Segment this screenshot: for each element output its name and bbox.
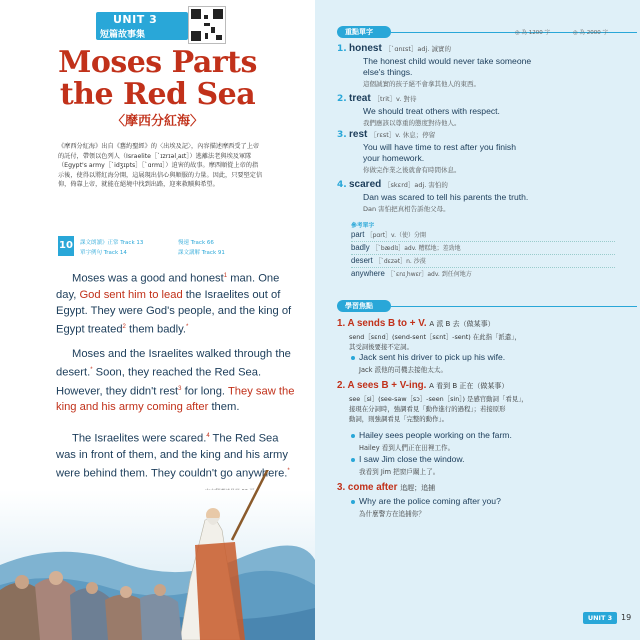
story-subtitle: 〈摩西分紅海〉 [111,114,203,129]
footer-unit-tab: UNIT 3 [583,612,617,624]
grammar-example: Jack sent his driver to pick up his wife. [359,352,506,362]
reference-item: desert ［ˋdɛzət］n. 沙漠 [351,256,426,265]
story-paragraph-3: The Israelites were scared.$^4$ The Red Sea was in front of them, and the king and his army were behind them. They couldn't go anywhere.* [56,432,290,480]
word-count-2000: ◎ 為 2000 字 [573,30,609,36]
vocab-example: You will have time to rest after you finish [363,142,517,152]
track-number: 10 [58,236,74,256]
vocab-word: scared ［skɛrd］adj. 害怕的 [349,179,448,190]
red-sea-illustration [0,470,315,640]
section-label: 短篇故事集 [100,30,146,40]
grammar-point-3: 3. come after 追趕；追捕 [337,482,436,493]
track-link-lecture[interactable]: 課文講解 Track 91 [178,250,225,256]
intro-text: 《摩西分紅海》出自《舊約聖經》的〈出埃及記〉，內容描述摩西受了上帝的託付，帶領以色列人（Israelite［ˋɪzrɪəl͵aɪt］）逃離法老與埃及軍隊（Egypt's army［ˋidʒɪpts］［ˋɑrmɪ］）迫害的故事。摩西順從上帝的指示後，使得以將紅海分開，這展現出信心與順服的力量。因此，只要堅定信仰，倚靠上帝，就能在絕境中找到出路，迎來救贖與希望。 [58,143,263,189]
reference-heading: 參考單字 [351,223,375,229]
bullet-icon [351,356,355,360]
track-link-vocab[interactable]: 單字例句 Track 14 [80,250,127,256]
reference-item: anywhere ［ˋɛnɪ͵hwɛr］adv. 到任何地方 [351,269,472,278]
grammar-heading: 學習焦點 [337,300,637,312]
grammar-example: I saw Jim close the window. [359,454,465,464]
vocab-heading: 重點單字 [337,26,391,38]
reference-item: part ［pɑrt］v.（使）分開 [351,230,427,239]
grammar-example-translation: Hailey 看到人們正在田裡工作。 [359,444,455,452]
vocab-number: 3. [337,130,347,140]
story-title-line-1: Moses Parts [58,45,257,80]
bullet-icon [351,434,355,438]
grammar-example: Hailey sees people working on the farm. [359,430,512,440]
reference-words [351,220,615,278]
track-link-reading[interactable]: 課文朗讀》正常 Track 13 [80,240,144,246]
bullet-icon [351,458,355,462]
vocab-example: Dan was scared to tell his parents the truth. [363,192,529,202]
vocab-number: 4. [337,180,347,190]
vocab-translation: 我們應該以尊重的態度對待他人。 [363,119,461,127]
grammar-example-translation: 我看到 Jim 把窗戶關上了。 [359,468,440,476]
study-column [315,0,640,640]
page-number: 19 [621,613,632,622]
unit-label: UNIT 3 [113,13,158,26]
vocab-translation: 你做完作業之後就會有時間休息。 [363,166,461,174]
bullet-icon [351,500,355,504]
grammar-note: send［sɛnd］(send-sent［sɛnt］-sent) 在此指「派遣」， 其受詞後要接不定詞。 [349,333,521,351]
grammar-point-1: 1. A sends B to + V. A 派 B 去（做某事） [337,318,495,329]
vocab-translation: Dan 害怕把真相告訴他父母。 [363,205,450,213]
vocab-translation: 這個誠實的孩子絕不會拿其他人的東西。 [363,80,480,88]
word-count-1200: ◎ 為 1200 字 [515,30,551,36]
vocab-example: The honest child would never take someone [363,56,532,66]
vocab-number: 2. [337,94,347,104]
grammar-example-translation: Jack 派他的司機去接他太太。 [359,366,448,374]
track-link-slow[interactable]: 慢速 Track 66 [178,240,214,246]
audio-track-box [58,236,273,258]
qr-code-icon[interactable] [188,6,226,44]
story-column [0,0,315,640]
vocab-example: your homework. [363,153,425,163]
vocab-word: honest ［ˋɑnɪst］adj. 誠實的 [349,43,451,54]
grammar-point-2: 2. A sees B + V-ing. A 看到 B 正在（做某事） [337,380,509,391]
reference-item: badly ［ˋbædlɪ］adv. 糟糕地；差勁地 [351,243,461,252]
vocab-number: 1. [337,44,347,54]
grammar-example-translation: 為什麼警方在追捕你？ [359,510,425,518]
grammar-example: Why are the police coming after you? [359,496,501,506]
vocab-example: We should treat others with respect. [363,106,500,116]
vocab-word: treat ［trit］v. 對待 [349,93,417,104]
vocab-example: else's things. [363,67,413,77]
grammar-note: see［si］(see-saw［sɔ］-seen［sin］) 是感官動詞「看見」， 接現在分詞時，強調看見「動作進行的過程」；若接原形 動詞，則強調看見「完整的動作」。 [349,395,528,423]
story-paragraph-1: Moses was a good and honest$^1$ man. One day, God sent him to lead the Israelites out of Egypt. They were God's people, and the king of Egypt treated$^2$ them badly.* [56,272,292,336]
story-title-line-2: the Red Sea [59,77,256,112]
story-paragraph-2: Moses and the Israelites walked through the desert.* Soon, they reached the Red Sea. However, they didn't rest$^3$ for long. They saw the king and his army coming after them. [56,348,295,414]
vocab-word: rest ［rɛst］v. 休息；停留 [349,129,436,140]
